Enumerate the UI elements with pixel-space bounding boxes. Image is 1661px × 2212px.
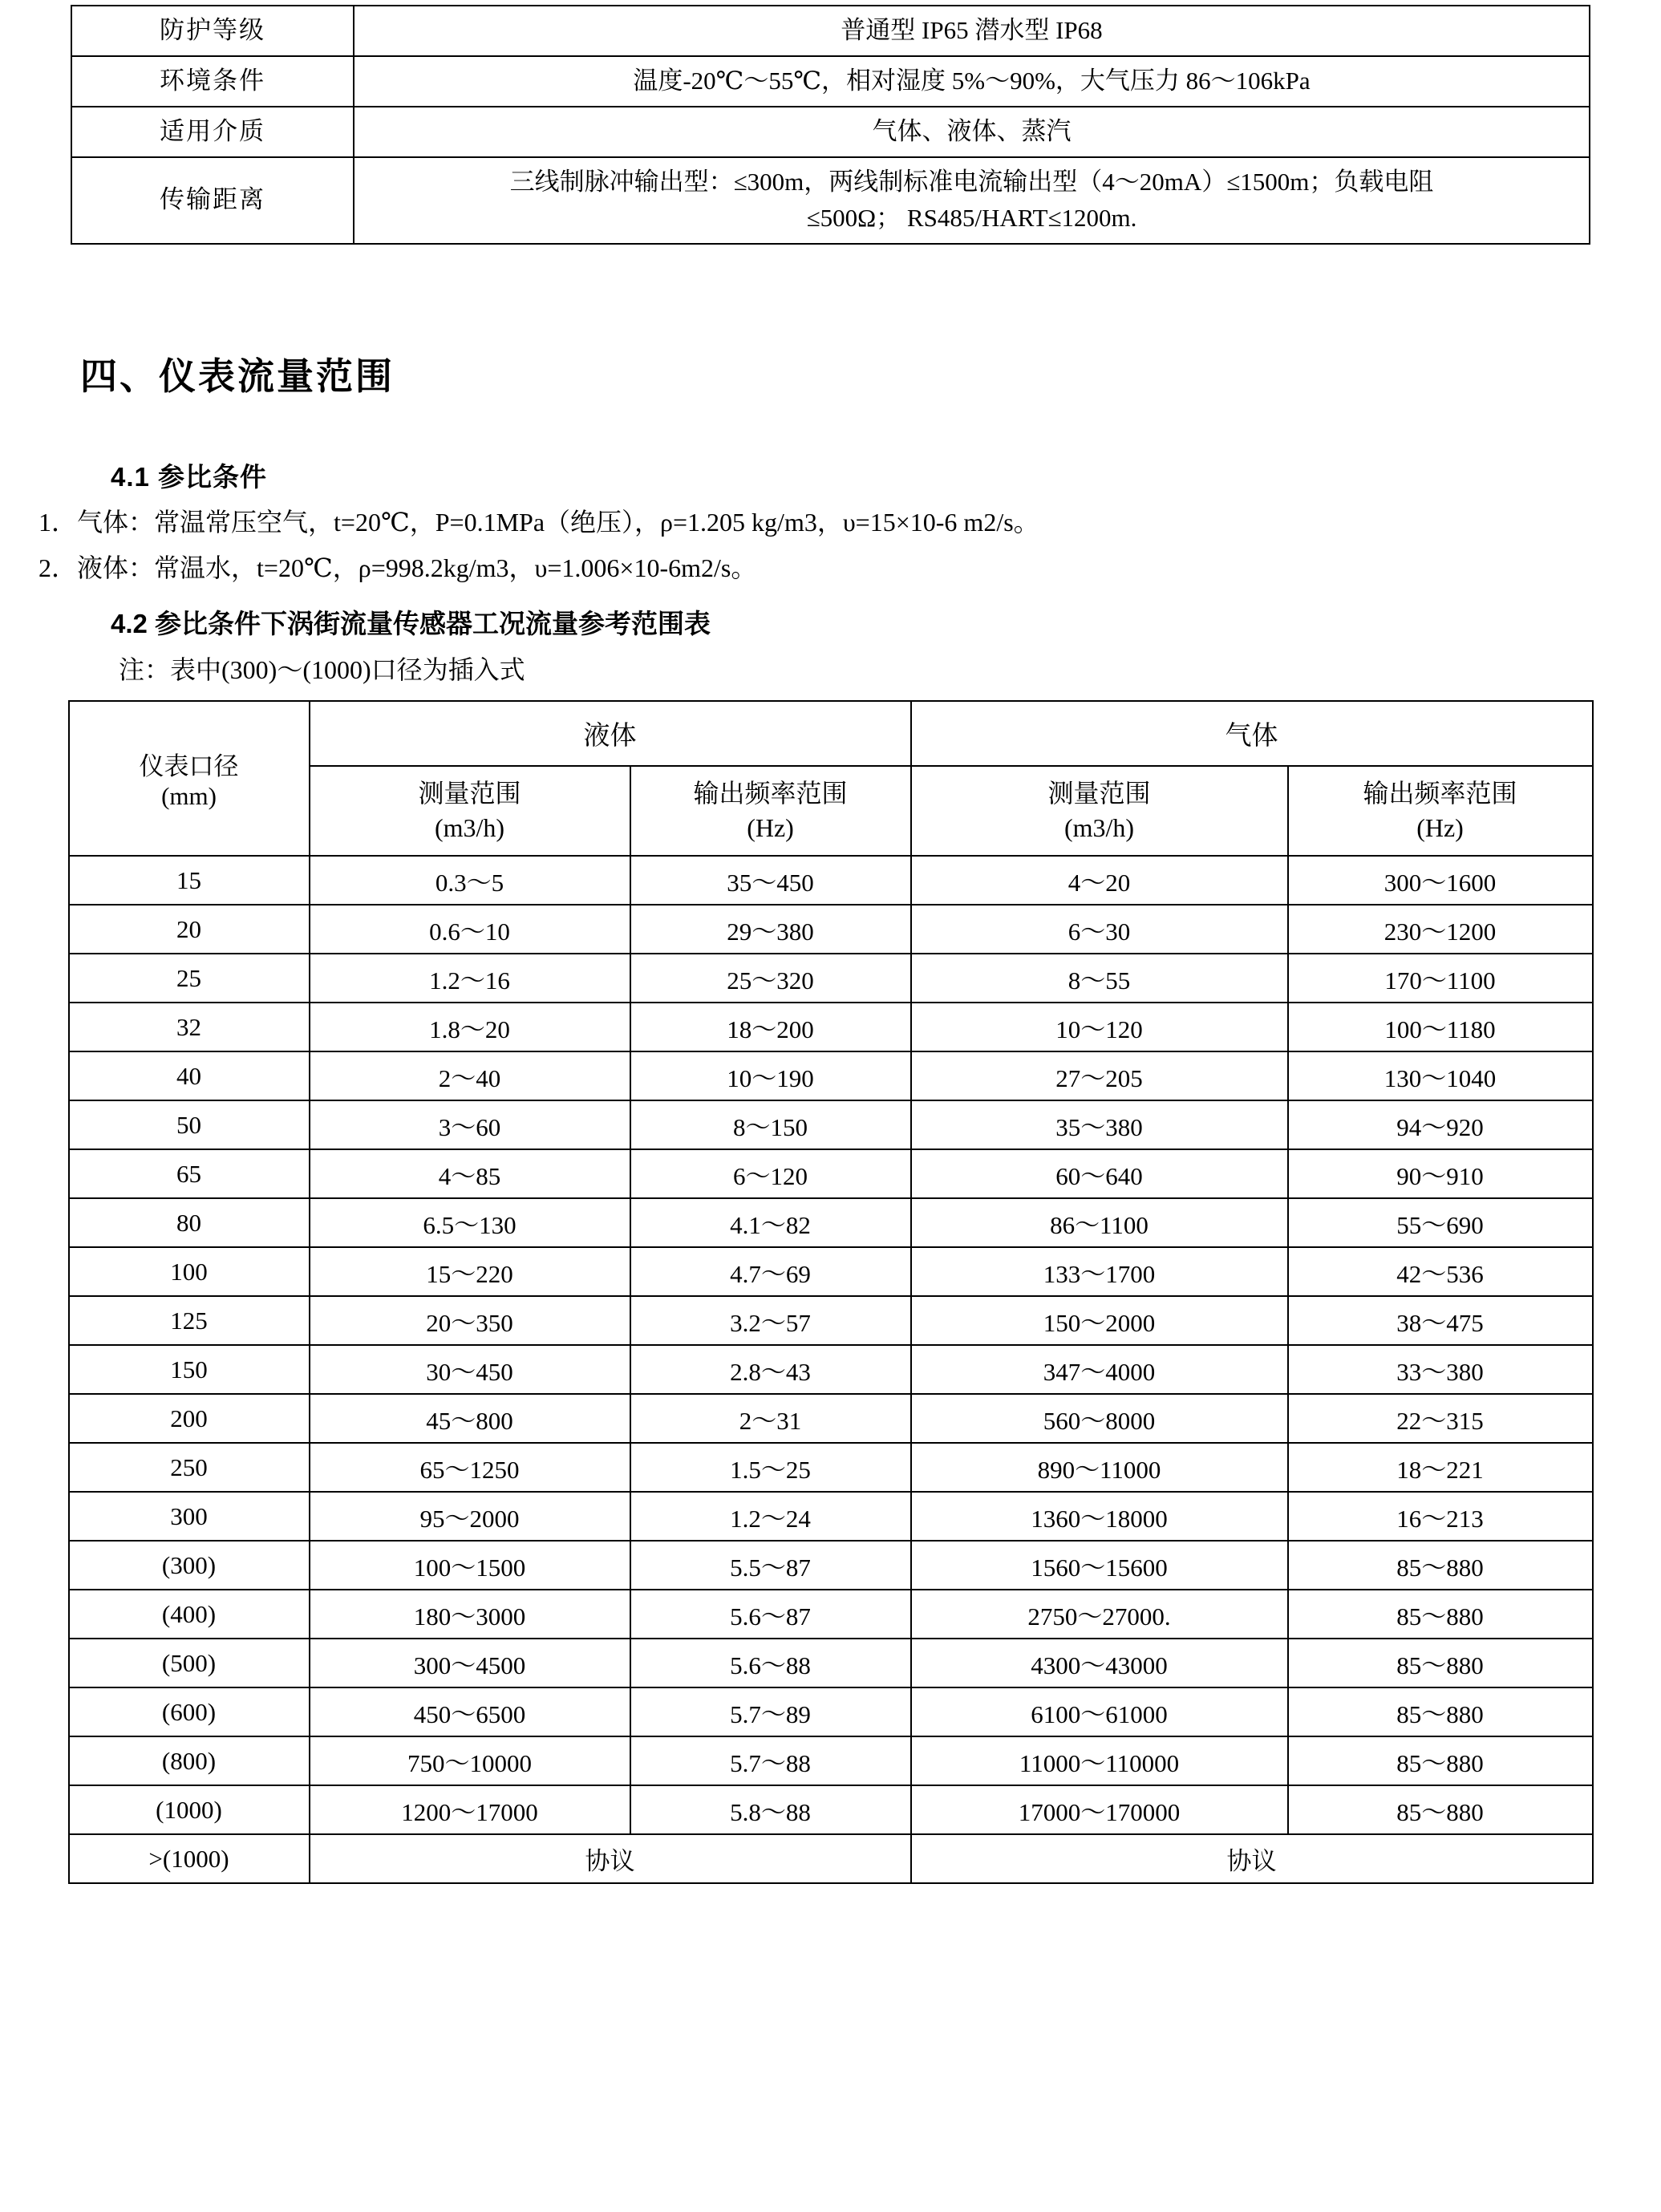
cell-gas-range: 8～55 xyxy=(911,954,1288,1003)
cell-liquid-freq: 35～450 xyxy=(630,856,911,905)
cell-dn: 300 xyxy=(69,1492,310,1541)
spec-label-protection: 防护等级 xyxy=(71,6,354,56)
spec-value-distance-line2: ≤500Ω； RS485/HART≤1200m. xyxy=(806,203,1137,232)
cell-liquid-range: 1200～17000 xyxy=(310,1785,630,1834)
cell-dn: 200 xyxy=(69,1394,310,1443)
cell-liquid-range: 20～350 xyxy=(310,1296,630,1345)
table-row xyxy=(69,1590,1593,1639)
cell-gas-range: 150～2000 xyxy=(911,1296,1288,1345)
header-liquid-output-frequency xyxy=(630,766,911,856)
cell-gas-range: 17000～170000 xyxy=(911,1785,1288,1834)
cell-liquid-freq: 18～200 xyxy=(630,1003,911,1051)
table-row xyxy=(71,157,1590,244)
cell-liquid-freq: 10～190 xyxy=(630,1051,911,1100)
header-meter-diameter-line1: 仪表口径 xyxy=(139,752,239,780)
cell-gas-freq: 85～880 xyxy=(1288,1687,1593,1736)
table-row xyxy=(69,1149,1593,1198)
table-row xyxy=(71,107,1590,157)
header-gas-range-line2: (m3/h) xyxy=(1063,812,1135,842)
spec-value-distance xyxy=(354,157,1590,244)
cell-dn: (800) xyxy=(69,1736,310,1785)
cell-gas-freq: 42～536 xyxy=(1288,1247,1593,1296)
cell-liquid-freq: 8～150 xyxy=(630,1100,911,1149)
cell-liquid-range: 6.5～130 xyxy=(310,1198,630,1247)
cell-liquid-freq: 5.6～88 xyxy=(630,1639,911,1687)
cell-liquid-freq: 6～120 xyxy=(630,1149,911,1198)
cell-liquid-freq: 4.7～69 xyxy=(630,1247,911,1296)
cell-liquid-freq: 5.7～88 xyxy=(630,1736,911,1785)
header-gas-output-frequency xyxy=(1288,766,1593,856)
table-row xyxy=(69,1051,1593,1100)
cell-liquid-range: 1.2～16 xyxy=(310,954,630,1003)
cell-liquid-range: 45～800 xyxy=(310,1394,630,1443)
cell-liquid-range: 750～10000 xyxy=(310,1736,630,1785)
specification-table xyxy=(71,5,1590,245)
cell-gas-range: 60～640 xyxy=(911,1149,1288,1198)
spec-label-distance: 传输距离 xyxy=(71,157,354,244)
header-group-liquid: 液体 xyxy=(310,701,911,766)
document-page xyxy=(0,5,1661,2212)
cell-dn: 20 xyxy=(69,905,310,954)
cell-gas-range: 35～380 xyxy=(911,1100,1288,1149)
spec-value-distance-line1: 三线制脉冲输出型：≤300m，两线制标准电流输出型（4～20mA）≤1500m；负载电阻 xyxy=(509,167,1434,196)
header-gas-freq-line2: (Hz) xyxy=(1416,812,1464,842)
spec-label-environment: 环境条件 xyxy=(71,56,354,107)
cell-dn: 65 xyxy=(69,1149,310,1198)
cell-liquid-range: 100～1500 xyxy=(310,1541,630,1590)
cell-gas-range: 11000～110000 xyxy=(911,1736,1288,1785)
table-row xyxy=(69,1345,1593,1394)
header-liquid-range-line1: 测量范围 xyxy=(418,778,521,808)
cell-liquid-freq: 5.5～87 xyxy=(630,1541,911,1590)
cell-liquid-range: 95～2000 xyxy=(310,1492,630,1541)
table-row xyxy=(69,1100,1593,1149)
cell-gas-range: 1560～15600 xyxy=(911,1541,1288,1590)
header-liquid-freq-line2: (Hz) xyxy=(747,812,794,842)
table-row xyxy=(71,6,1590,56)
reference-condition-item-1: 1．气体：常温常压空气，t=20℃，P=0.1MPa（绝压），ρ=1.205 kg/m3，υ=15×10-6 m2/s。 xyxy=(38,507,1039,537)
cell-gas-range: 10～120 xyxy=(911,1003,1288,1051)
cell-liquid-range: 3～60 xyxy=(310,1100,630,1149)
cell-liquid-range: 0.3～5 xyxy=(310,856,630,905)
spec-value-environment: 温度-20℃～55℃，相对湿度 5%～90%，大气压力 86～106kPa xyxy=(354,56,1590,107)
table-header-row-group xyxy=(69,701,1593,766)
section-title: 四、仪表流量范围 xyxy=(80,354,395,397)
cell-liquid-range: 2～40 xyxy=(310,1051,630,1100)
cell-gas-range: 560～8000 xyxy=(911,1394,1288,1443)
cell-liquid-range: 180～3000 xyxy=(310,1590,630,1639)
cell-liquid-freq: 4.1～82 xyxy=(630,1198,911,1247)
header-liquid-measuring-range xyxy=(310,766,630,856)
cell-gas-freq: 85～880 xyxy=(1288,1541,1593,1590)
cell-gas-freq: 94～920 xyxy=(1288,1100,1593,1149)
cell-gas-freq: 55～690 xyxy=(1288,1198,1593,1247)
cell-liquid-range: 450～6500 xyxy=(310,1687,630,1736)
table-row xyxy=(69,1296,1593,1345)
cell-gas-range: 6～30 xyxy=(911,905,1288,954)
cell-gas-freq: 33～380 xyxy=(1288,1345,1593,1394)
cell-gas-range: 2750～27000. xyxy=(911,1590,1288,1639)
cell-gas-range: 133～1700 xyxy=(911,1247,1288,1296)
cell-gas-range: 890～11000 xyxy=(911,1443,1288,1492)
cell-dn: (500) xyxy=(69,1639,310,1687)
header-gas-range-line1: 测量范围 xyxy=(1047,778,1151,808)
cell-gas-range: 6100～61000 xyxy=(911,1687,1288,1736)
header-gas-measuring-range xyxy=(911,766,1288,856)
cell-gas-freq: 85～880 xyxy=(1288,1736,1593,1785)
cell-gas-freq: 38～475 xyxy=(1288,1296,1593,1345)
cell-liquid-freq: 5.8～88 xyxy=(630,1785,911,1834)
cell-dn: (600) xyxy=(69,1687,310,1736)
cell-gas-range: 4～20 xyxy=(911,856,1288,905)
cell-gas-freq: 85～880 xyxy=(1288,1785,1593,1834)
cell-liquid-range: 1.8～20 xyxy=(310,1003,630,1051)
table-row xyxy=(71,56,1590,107)
table-row xyxy=(69,1198,1593,1247)
cell-gas-range: 347～4000 xyxy=(911,1345,1288,1394)
table-row xyxy=(69,1443,1593,1492)
header-liquid-freq-line1: 输出频率范围 xyxy=(693,778,848,808)
header-meter-diameter-line2: (mm) xyxy=(161,781,217,810)
cell-dn: 80 xyxy=(69,1198,310,1247)
cell-gas-freq: 90～910 xyxy=(1288,1149,1593,1198)
cell-dn: 150 xyxy=(69,1345,310,1394)
cell-gas-range: 27～205 xyxy=(911,1051,1288,1100)
cell-gas-freq: 18～221 xyxy=(1288,1443,1593,1492)
flow-range-table xyxy=(68,700,1594,1884)
cell-liquid-range: 15～220 xyxy=(310,1247,630,1296)
cell-liquid-freq: 5.7～89 xyxy=(630,1687,911,1736)
table-row xyxy=(69,1736,1593,1785)
cell-liquid-range: 65～1250 xyxy=(310,1443,630,1492)
cell-dn: 50 xyxy=(69,1100,310,1149)
table-row xyxy=(69,1394,1593,1443)
cell-liquid-freq: 2～31 xyxy=(630,1394,911,1443)
header-liquid-range-line2: (m3/h) xyxy=(434,812,505,842)
table-row xyxy=(69,1834,1593,1883)
cell-gas-freq: 300～1600 xyxy=(1288,856,1593,905)
cell-gas-freq: 85～880 xyxy=(1288,1639,1593,1687)
cell-gas-freq: 130～1040 xyxy=(1288,1051,1593,1100)
cell-liquid-freq: 2.8～43 xyxy=(630,1345,911,1394)
cell-liquid-freq: 1.5～25 xyxy=(630,1443,911,1492)
cell-dn: 250 xyxy=(69,1443,310,1492)
spec-label-medium: 适用介质 xyxy=(71,107,354,157)
cell-liquid-freq: 1.2～24 xyxy=(630,1492,911,1541)
cell-dn: 100 xyxy=(69,1247,310,1296)
cell-gas-range: 86～1100 xyxy=(911,1198,1288,1247)
cell-dn: 15 xyxy=(69,856,310,905)
cell-dn: 125 xyxy=(69,1296,310,1345)
cell-dn: (300) xyxy=(69,1541,310,1590)
table-row xyxy=(69,1541,1593,1590)
cell-dn: 40 xyxy=(69,1051,310,1100)
header-gas-freq-line1: 输出频率范围 xyxy=(1363,778,1517,808)
cell-dn: 32 xyxy=(69,1003,310,1051)
cell-dn: >(1000) xyxy=(69,1834,310,1883)
cell-gas-agreement: 协议 xyxy=(911,1834,1593,1883)
cell-liquid-agreement: 协议 xyxy=(310,1834,911,1883)
cell-liquid-freq: 3.2～57 xyxy=(630,1296,911,1345)
table-row xyxy=(69,856,1593,905)
reference-condition-item-2: 2．液体：常温水，t=20℃，ρ=998.2kg/m3，υ=1.006×10-6m2/s。 xyxy=(38,553,757,582)
header-meter-diameter xyxy=(69,701,310,856)
cell-liquid-freq: 5.6～87 xyxy=(630,1590,911,1639)
cell-liquid-range: 300～4500 xyxy=(310,1639,630,1687)
table-row xyxy=(69,1785,1593,1834)
cell-liquid-range: 4～85 xyxy=(310,1149,630,1198)
cell-liquid-range: 0.6～10 xyxy=(310,905,630,954)
flow-table-body xyxy=(69,856,1593,1883)
header-group-gas: 气体 xyxy=(911,701,1593,766)
cell-gas-freq: 170～1100 xyxy=(1288,954,1593,1003)
table-row xyxy=(69,1492,1593,1541)
cell-gas-freq: 100～1180 xyxy=(1288,1003,1593,1051)
cell-gas-freq: 22～315 xyxy=(1288,1394,1593,1443)
cell-gas-range: 1360～18000 xyxy=(911,1492,1288,1541)
cell-liquid-range: 30～450 xyxy=(310,1345,630,1394)
spec-value-medium: 气体、液体、蒸汽 xyxy=(354,107,1590,157)
table-row xyxy=(69,1003,1593,1051)
subsection-4-2-title: 4.2 参比条件下涡街流量传感器工况流量参考范围表 xyxy=(111,609,711,639)
table-row xyxy=(69,905,1593,954)
subsection-4-1-title: 4.1 参比条件 xyxy=(111,461,268,492)
table-row xyxy=(69,1687,1593,1736)
cell-gas-freq: 16～213 xyxy=(1288,1492,1593,1541)
spec-value-protection: 普通型 IP65 潜水型 IP68 xyxy=(354,6,1590,56)
table-row xyxy=(69,954,1593,1003)
table-row xyxy=(69,1247,1593,1296)
cell-dn: 25 xyxy=(69,954,310,1003)
cell-liquid-freq: 29～380 xyxy=(630,905,911,954)
cell-dn: (1000) xyxy=(69,1785,310,1834)
cell-gas-freq: 85～880 xyxy=(1288,1590,1593,1639)
cell-gas-freq: 230～1200 xyxy=(1288,905,1593,954)
table-note: 注：表中(300)～(1000)口径为插入式 xyxy=(119,655,525,685)
table-row xyxy=(69,1639,1593,1687)
cell-liquid-freq: 25～320 xyxy=(630,954,911,1003)
cell-dn: (400) xyxy=(69,1590,310,1639)
cell-gas-range: 4300～43000 xyxy=(911,1639,1288,1687)
